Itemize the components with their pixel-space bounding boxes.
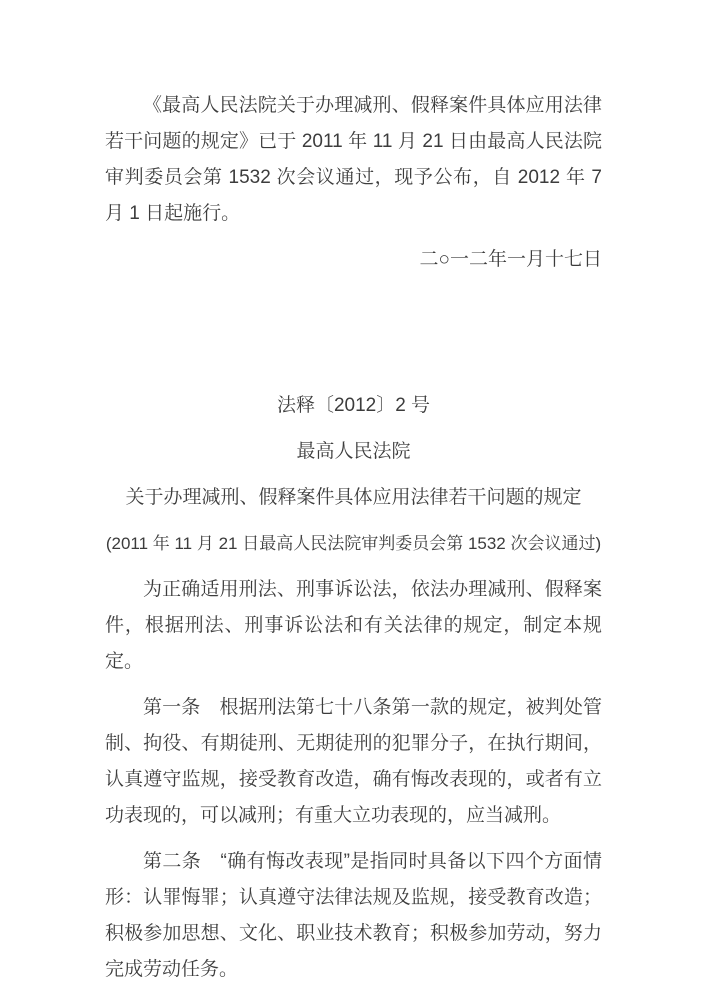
adoption-note: (2011 年 11 月 21 日最高人民法院审判委员会第 1532 次会议通过) <box>105 534 602 553</box>
promulgation-date: 二○一二年一月十七日 <box>419 249 602 270</box>
section-gap <box>105 288 602 388</box>
document-title: 关于办理减刑、假释案件具体应用法律若干问题的规定 <box>125 487 582 508</box>
issuing-authority: 最高人民法院 <box>296 441 411 462</box>
preamble-paragraph: 为正确适用刑法、刑事诉讼法，依法办理减刑、假释案件，根据刑法、刑事诉讼法和有关法律的规定，制定本规定。 <box>105 579 602 672</box>
promulgation-announcement: 《最高人民法院关于办理减刑、假释案件具体应用法律若干问题的规定》已于 2011 年 11 月 21 日由最高人民法院审判委员会第 1532 次会议通过，现予公布，自 2012 年 7 月 1 日起施行。 <box>105 95 602 224</box>
document-number: 法释〔2012〕2 号 <box>276 395 431 416</box>
article-2-paragraph: 第二条 “确有悔改表现”是指同时具备以下四个方面情形：认罪悔罪；认真遵守法律法规及监规，接受教育改造；积极参加思想、文化、职业技术教育；积极参加劳动，努力完成劳动任务。 <box>105 851 602 980</box>
article-1-paragraph: 第一条 根据刑法第七十八条第一款的规定，被判处管制、拘役、有期徒刑、无期徒刑的犯罪分子，在执行期间，认真遵守监规，接受教育改造，确有悔改表现的，或者有立功表现的，可以减刑；有重大立功表现的，应当减刑。 <box>105 697 602 826</box>
